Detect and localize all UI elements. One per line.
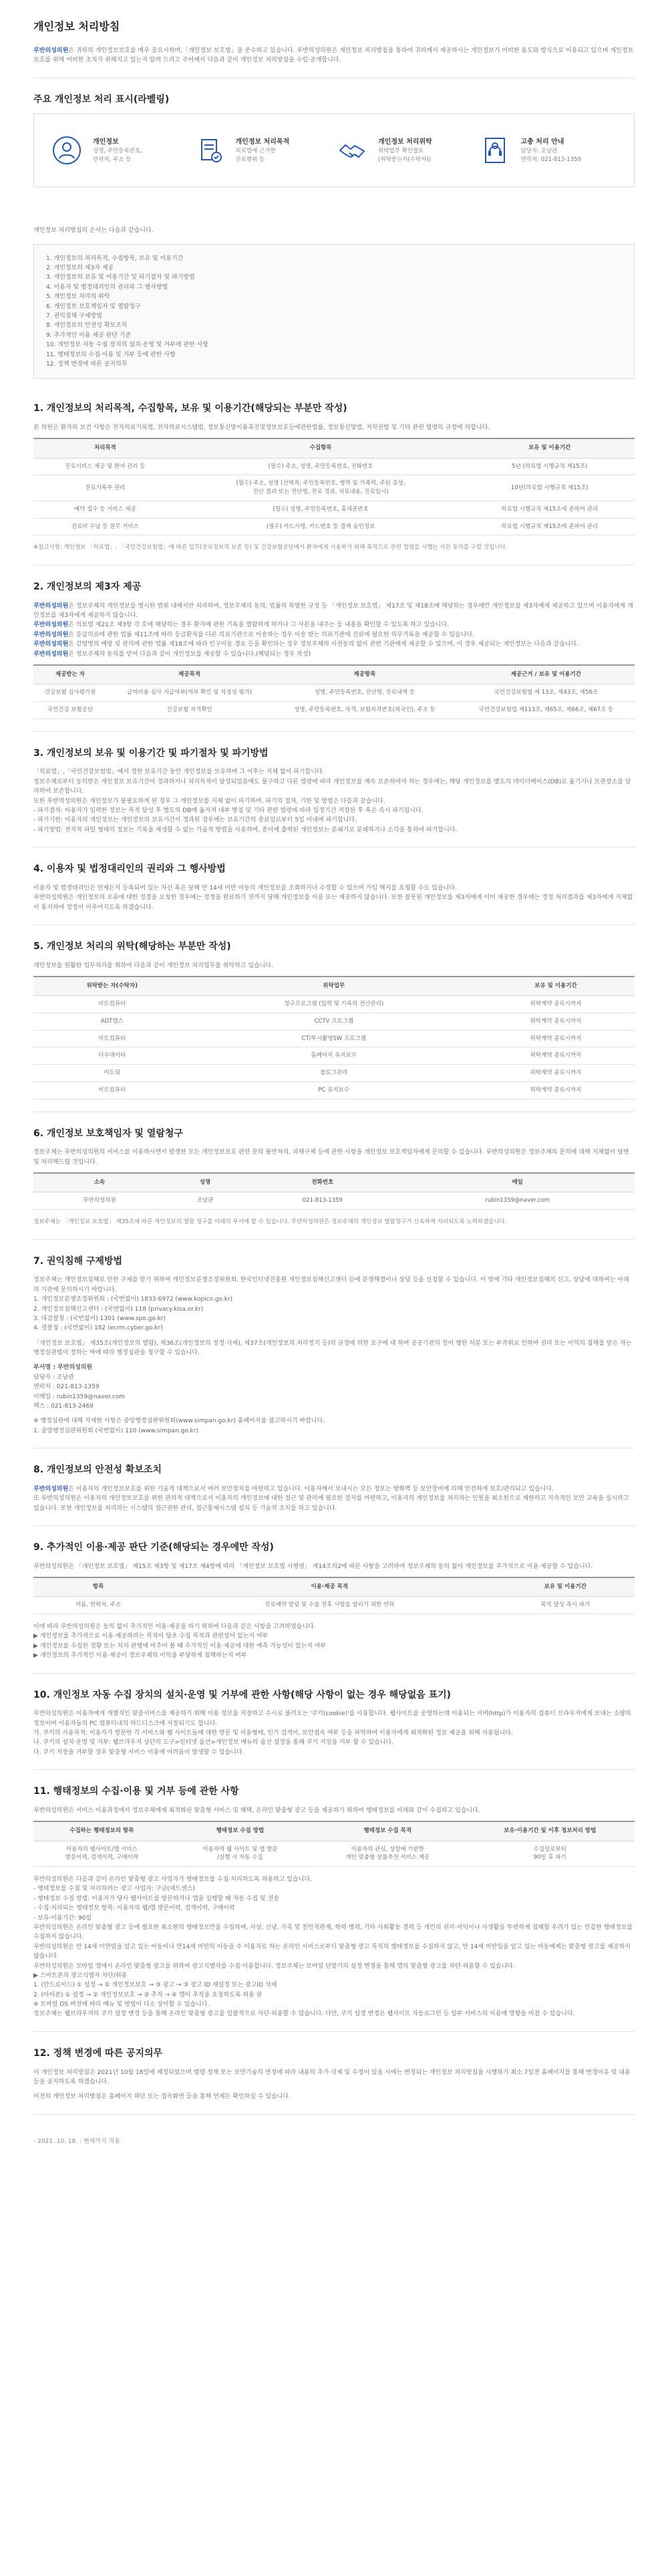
- label-box: [33, 114, 635, 187]
- table-header: 성명: [166, 1173, 244, 1192]
- para-text: 은 감염병의 예방 및 관리에 관한 법률 제18조에 따라 인구이동 경로 등을 확인하는 경우 정보주체의 사전동의 없이 관련 기관에게 제공할 수 있으며, 이 경우 제공되는 개인정보는 다음과 같습니다.: [68, 641, 579, 648]
- section-6-title: 6. 개인정보 보호책임자 및 열람청구: [33, 1128, 183, 1139]
- divider: [33, 1673, 635, 1674]
- section-2-para: [33, 602, 635, 621]
- section-10-title: 10. 개인정보 자동 수집 장치의 설치·운영 및 거부에 관한 사항(해당 사항이 없는 경우 해당없음 표기): [33, 1689, 452, 1700]
- section-9-list-item: 이에 따라 루반의성의원은 동의 없이 추가적인 이용·제공을 하기 위하여 다음과 같은 사항을 고려하였습니다.: [33, 1624, 316, 1631]
- section-12-para: 이전의 개인정보 처리방침은 홈페이지 하단 또는 접속화면 등을 통해 언제든 확인하실 수 있습니다.: [33, 2093, 291, 2101]
- toc-item: 11. 행태정보의 수집·이용 및 거부 등에 관한 사항: [46, 351, 176, 358]
- table-header: 보유 및 이용기간: [477, 977, 635, 996]
- brand-name: 루반의성의원: [33, 641, 69, 648]
- section-9-title: 9. 추가적인 이용·제공 판단 기준(해당되는 경우에만 작성): [33, 1542, 274, 1553]
- section-11-para: 루반의성의원은 모바일 앱에서 온라인 맞춤형 광고를 위하여 광고식별자를 수집·이용합니다. 정보주체는 모바일 단말기의 설정 변경을 통해 앱의 맞춤형 광고를 차단·허용할 수 있습니다.: [33, 1962, 515, 1970]
- brand-name: 루반의성의원: [33, 1485, 69, 1493]
- section-11-title: 11. 행태정보의 수집·이용 및 거부 등에 관한 사항: [33, 1786, 239, 1797]
- table-cell: 성명, 주민등록번호, 진단명, 진료내역 등: [272, 684, 458, 702]
- table-cell: 021-813-1359: [244, 1192, 400, 1210]
- section-9-list-item: ▶ 개인정보를 추가적으로 이용·제공하려는 목적이 당초 수집 목적과 관련성이 있는지 여부: [33, 1633, 269, 1640]
- section-2-para: [33, 620, 635, 630]
- table-of-contents: [33, 244, 635, 380]
- table-header: 수집하는 행태정보의 항목: [33, 1821, 170, 1841]
- table-cell: 위탁계약 종료시까지: [477, 1030, 635, 1047]
- section-9-table: [33, 1577, 635, 1614]
- divider: [33, 731, 635, 732]
- section-3-para: 정보주체로부터 동의받은 개인정보 보유기간이 경과하거나 처리목적이 달성되었음에도 불구하고 다른 법령에 따라 개인정보를 계속 보존하여야 하는 경우에는, 해당 개인정보를 별도의 데이터베이스(DB)로 옮기거나 보관장소를 달리하여 보존합니다.: [33, 778, 631, 795]
- section-7-list-item: 4. 경찰청 : (국번없이) 182 (ecrm.cyber.go.kr): [33, 1325, 163, 1332]
- table-cell: 5년 (의료법 시행규칙 제15조): [464, 458, 635, 475]
- section-10-para: 가. 쿠키의 사용목적: 이용자가 방문한 각 서비스와 웹 사이트들에 대한 방문 및 이용형태, 인기 검색어, 보안접속 여부 등을 파악하여 이용자에게 최적화된 정보 제공을 위해 사용됩니다.: [33, 1730, 513, 1737]
- table-cell: 예약 접수 등 서비스 제공: [33, 501, 177, 518]
- section-11-para: 정보주체는 웹브라우저의 쿠키 설정 변경 등을 통해 온라인 맞춤형 광고를 일괄적으로 차단·허용할 수 있습니다. 다만, 쿠키 설정 변경은 웹사이트 자동로그인 등 일부 서비스의 이용에 영향을 미칠 수 있습니다.: [33, 2011, 575, 2018]
- table-header: 처리목적: [33, 438, 177, 458]
- table-cell: 국민건강 보험공단: [33, 701, 107, 719]
- table-row: [33, 684, 635, 702]
- label-item-complaint: [477, 132, 620, 168]
- table-row: [33, 1047, 635, 1065]
- table-header: 항목: [33, 1577, 163, 1597]
- table-cell: ADT캡스: [33, 1013, 191, 1030]
- table-row: [33, 518, 635, 535]
- section-5-title: 5. 개인정보 처리의 위탁(해당하는 부분만 작성): [33, 940, 231, 952]
- table-header: 메일: [400, 1173, 635, 1192]
- intro-body: 은 귀하의 개인정보보호를 매우 중요시하며,「개인정보 보호법」을 준수하고 있습니다. 루반의성의원은 개인정보 처리방침을 통하여 귀하께서 제공하시는 개인정보가 어떠한 용도와 방식으로 이용되고 있으며 개인정보보호를 위해 어떠한 조치가 취해지고 있는지 알려 드리고 주어에서 다음과 같이 개인정보 처리방침을 수립·공개합니다.: [33, 47, 634, 64]
- brand-name: 루반의성의원: [33, 650, 69, 658]
- table-row: [33, 1013, 635, 1030]
- section-1-title: 1. 개인정보의 처리목적, 수집항목, 보유 및 이용기간(해당되는 부분만 작성): [33, 403, 347, 414]
- table-cell: 이용자의 웹 사이트 및 앱 방문 /실행 시 자동 수집: [170, 1841, 310, 1867]
- table-header: 행태정보 수집 목적: [310, 1821, 465, 1841]
- table-row: [33, 1841, 635, 1867]
- section-10-para: 나. 쿠키의 설치·운영 및 거부: 웹브라우저 상단의 도구>인터넷 옵션>개인정보 메뉴의 옵션 설정을 통해 쿠키 저장을 거부 할 수 있습니다.: [33, 1739, 393, 1747]
- para-text: 은 정보주체의 개인정보를 명시한 범위 내에서만 처리하며, 정보주체의 동의, 법률의 특별한 규정 등 「개인정보 보호법」 제17조 및 제18조에 해당하는 경우에만 개인정보를 제3자에게 제공하고 있으며 이용자에게 개인정보를 제3자에게 제공하지 않습니다.: [33, 602, 633, 620]
- section-7-list-item: 2. 개인정보침해신고센터 : (국번없이) 118 (privacy.kisa.or.kr): [33, 1305, 204, 1313]
- label-title: 고충 처리 안내: [520, 138, 564, 146]
- table-cell: 이용자의 관심, 성향에 기반한 개인 맞춤형 상품추천 서비스 제공: [310, 1841, 465, 1867]
- section-7-title: 7. 권익침해 구제방법: [33, 1255, 122, 1267]
- table-header: 위탁받는 자(수탁자): [33, 977, 191, 996]
- table-cell: 목적 달성 즉시 파기: [496, 1597, 635, 1614]
- effective-date: - 2021. 10. 18. : 현재까지 적용: [33, 2138, 121, 2145]
- brand-name: 루반의성의원: [33, 631, 69, 638]
- section-6-table: [33, 1172, 635, 1210]
- toc-intro: 개인정보 처리방침의 순서는 다음과 같습니다.: [33, 227, 154, 235]
- section-8-para: 또 루반의성의원은 이용자의 개인정보보호를 위한 관리적 대책으로서 이용자의 개인정보에 대한 접근 및 관리에 필요한 절차를 마련하고, 이용자의 개인정보를 처리하는 인원을 최소한으로 제한하고 지속적인 보안 교육을 실시하고 있습니다. 또한 개인정보를 처리하는 시스템의 접근권한 관리, 접근통제시스템 설치 등 기술적 조치를 하고 있습니다.: [33, 1495, 629, 1512]
- section-3-para: - 파기기한: 이용자의 개인정보는 개인정보의 보유기간이 경과된 경우에는 보유기간의 종료일로부터 5일 이내에 파기합니다.: [33, 817, 357, 824]
- label-text: [521, 137, 581, 164]
- table-cell: 위탁계약 종료시까지: [477, 1081, 635, 1099]
- label-desc: 의료법에 근거한 진료행위 등: [235, 148, 276, 164]
- table-cell: 조남관: [166, 1192, 244, 1210]
- table-header: 보유 및 이용기간: [464, 438, 635, 458]
- section-10-para: 다. 쿠키 저장을 거부할 경우 맞춤형 서비스 이용에 어려움이 발생할 수 있습니다.: [33, 1749, 244, 1756]
- section-3-title: 3. 개인정보의 보유 및 이용기간 및 파기절차 및 파기방법: [33, 747, 269, 759]
- table-cell: 의료법 시행규칙 제15조에 준하여 관리: [464, 518, 635, 535]
- document-icon: [192, 132, 228, 168]
- toc-item: 12. 정책 변경에 따른 공지의무: [46, 360, 128, 368]
- table-cell: 의료법 시행규칙 제15조에 준하여 관리: [464, 501, 635, 518]
- section-4-title: 4. 이용자 및 법정대리인의 권리와 그 행사방법: [33, 864, 226, 875]
- divider: [33, 1769, 635, 1770]
- table-cell: 청구프로그램 (입력 및 기록의 전산관리): [191, 996, 477, 1013]
- table-cell: 진료기록부 관리: [33, 475, 177, 501]
- table-header: 전화번호: [244, 1173, 400, 1192]
- toc-item: 10. 개인정보 자동 수집 장치의 설치·운영 및 거부에 관한 사항: [46, 342, 208, 349]
- label-item-personal-info: [49, 132, 192, 168]
- section-7-list-item: 1. 개인정보분쟁조정위원회 : (국번없이) 1833-6972 (www.kopico.go.kr): [33, 1296, 233, 1303]
- section-2-title: 2. 개인정보의 제3자 제공: [33, 581, 142, 592]
- toc-item: 7. 권익침해 구제방법: [46, 313, 102, 319]
- table-cell: 진료예약 알림 및 수술 전후 사항을 알리기 위한 연락: [163, 1597, 496, 1614]
- table-cell: 미도림: [33, 1065, 191, 1082]
- label-text: [93, 137, 142, 164]
- section-7-note: ※ 행정심판에 대해 자세한 사항은 중앙행정심판위원회(www.simpan.go.kr) 홈페이지를 참고하시기 바랍니다.: [33, 1418, 325, 1425]
- table-cell: 비트컴퓨터: [33, 996, 191, 1013]
- section-3-para: 또한 루반의성의원은 개인정보가 불필요하게 된 경우 그 개인정보를 지체 없이 파기하며, 파기의 절차, 기한 및 방법은 다음과 같습니다.: [33, 797, 385, 805]
- table-header: 보유 및 이용기간: [496, 1577, 635, 1597]
- section-1-desc: 본 의원은 환자의 보건 사항은 전자의료기록법, 전자의료시스템법, 정보통신망이용촉진및정보보호등에관한법률, 정보통신망법, 저작권법 및 기타 관련 법령의 규정에 의합니다.: [33, 424, 490, 432]
- table-cell: 비트컴퓨터: [33, 1030, 191, 1047]
- table-header: 위탁업무: [191, 977, 477, 996]
- section-7-para: 「개인정보 보호법」 제35조(개인정보의 열람), 제36조(개인정보의 정정·삭제), 제37조(개인정보의 처리정지 등)의 규정에 의한 요구에 대 하여 공공기관의 장이 행한 처분 또는 부작위로 인하여 권리 또는 이익의 침해를 받은 자는 행정심판법이 정하는 바에 따라 행정심판을 청구할 수 있습니다.: [33, 1339, 632, 1357]
- table-cell: 급여비용 심사 지급여부(여부 확인 및 적정성 평가): [107, 684, 272, 702]
- table-cell: 건강보험 심사평가원: [33, 684, 107, 702]
- section-3-para: - 파기절차: 이용자가 입력한 정보는 목적 달성 후 별도의 DB에 옮겨져 내부 방침 및 기타 관련 법령에 따라 일정기간 저장된 후 혹은 즉시 파기됩니다.: [33, 807, 424, 814]
- toc-item: 2. 개인정보의 제3자 제공: [46, 265, 114, 272]
- section-11-para: ▶ 스마트폰의 광고식별자 차단/허용: [33, 1972, 128, 1979]
- table-cell: (필수) 주소, 성명, 주민등록번호, 전화번호: [177, 458, 465, 475]
- table-cell: 블로그관리: [191, 1065, 477, 1082]
- table-cell: 다우데이타: [33, 1047, 191, 1065]
- table-row: [33, 458, 635, 475]
- table-cell: 위탁계약 종료시까지: [477, 1047, 635, 1065]
- para-text: 은 이용자의 개인정보보호를 위한 기술적 대책으로서 여러 보안장치를 마련하고 있습니다. 이용자께서 보내시는 모든 정보는 방화벽 등 보안장비에 의해 안전하게 보호/관리되고 있습니다.: [68, 1485, 554, 1493]
- table-row: [33, 1597, 635, 1614]
- section-10-para: 루반의성의원은 이용자에게 개별적인 맞춤서비스를 제공하기 위해 이용 정보를 저장하고 수시로 불러오는 '쿠키(cookie)'를 사용합니다. 웹사이트를 운영하는데 이용되는 서버(http)가 이용자의 컴퓨터 브라우저에게 보내는 소량의 정보이며 이용자들의 PC 컴퓨터내의 하드디스크에 저장되기도 합니다.: [33, 1710, 631, 1727]
- table-cell: 위탁계약 종료시까지: [477, 1013, 635, 1030]
- table-row: [33, 1030, 635, 1047]
- section-11-para: 1. (안드로이드) ① 설정 → ② 개인정보보호 → ③ 광고 → ③ 광고 ID 재설정 또는 광고ID 삭제: [33, 1982, 277, 1989]
- section-5-desc: 개인정보를 원활한 업무처리를 위하여 다음과 같이 개인정보 처리업무를 위탁하고 있습니다.: [33, 962, 273, 969]
- toc-item: 8. 개인정보의 안전성 확보조치: [46, 322, 128, 330]
- table-row: [33, 1192, 635, 1210]
- table-cell: 국민건강보험법 제113조, 제65조, 제66조, 제67조 등: [458, 701, 635, 719]
- section-12-para: 이 개인정보 처리방침은 2021년 10월 18일에 제정되었으며 법령·정책 또는 보안기술의 변경에 따라 내용의 추가·삭제 및 수정이 있을 시에는 변경되는 개인정보 처리방침을 시행하기 최소 7일전 홈페이지를 통해 변경이유 및 내용 등을 공지하도록 하겠습니다.: [33, 2069, 631, 2085]
- table-cell: 위탁계약 종료시까지: [477, 996, 635, 1013]
- section-11-para: 루반의성의원은 온라인 맞춤형 광고 등에 필요한 최소한의 행태정보만을 수집하며, 사상, 신념, 가족 및 친인척관계, 학력·병력, 기타 사회활동 경력 등 개인의 권리·이익이나 사생활을 뚜렷하게 침해할 우려가 있는 민감한 행태정보를 수집하지 않습니다.: [33, 1924, 633, 1941]
- section-1-note: ※참고사항: 개인정보 「의료법」, 「국민건강보험법」에 따른 업무(진료정보의 보존 등) 및 건강보험공단에서 환자에게 사용하기 위해 목적으로 관련 법령을 시행는 사전 동의를 구할 것입니다.: [33, 544, 508, 551]
- person-icon: [49, 132, 85, 168]
- table-cell: 위탁계약 종료시까지: [477, 1065, 635, 1082]
- label-title: 개인정보 처리목적: [235, 138, 290, 146]
- label-title: 개인정보 처리위탁: [378, 138, 432, 146]
- section-11-desc: 루반의성의원은 서비스 이용과정에서 정보주체에게 최적화된 맞춤형 서비스 및 혜택, 온라인 맞춤형 광고 등을 제공하기 위하여 행태정보를 아래와 같이 수집하고 있습니다.: [33, 1807, 480, 1814]
- section-6-desc: 정보주체는 루반의성의원의 서비스를 이용하시면서 발생한 모든 개인정보보호 관련 문의 불만처리, 피해구제 등에 관한 사항을 개인정보 보호책임자에게 문의할 수 있습니다. 루반의성의원은 정보주체의 문의에 대해 지체없이 답변 및 처리해드릴 것입니다.: [33, 1149, 629, 1166]
- label-text: [378, 137, 432, 164]
- divider: [33, 924, 635, 925]
- table-cell: CT/투시촬영SW 프로그램: [191, 1030, 477, 1047]
- table-cell: 10년(의료법 시행규칙 제15조): [464, 475, 635, 501]
- section-7-info: 팩스 : 021-813-2469: [33, 1403, 94, 1410]
- table-cell: 진료서비스 제공 및 환자 관리 등: [33, 458, 177, 475]
- section-11-para: 2. (아이폰) ① 설정 → ② 개인정보보호 → ③ 추적 → ④ 앱이 추적을 요청하도록 허용 끔: [33, 1991, 263, 1999]
- section-12-title: 12. 정책 변경에 따른 공지의무: [33, 2047, 163, 2059]
- label-desc: 담당자: 조남관 연락처: 021-813-1359: [520, 148, 581, 164]
- table-header: 제공받는 자: [33, 665, 107, 684]
- handshake-icon: [334, 132, 370, 168]
- section-6-note: 정보주체는 「개인정보 보호법」 제35조에 따른 개인정보의 열람 청구를 아래의 부서에 할 수 있습니다. 루반의성의원은 정보주체의 개인정보 열람청구가 신속하게 처리되도록 노력하겠습니다.: [33, 1218, 507, 1226]
- section-2-para: [33, 630, 635, 640]
- section-9-list-item: ▶ 개인정보를 수집한 정황 또는 처리 관행에 비추어 볼 때 추가적인 이용·제공에 대한 예측 가능성이 있는지 여부: [33, 1642, 327, 1650]
- divider: [33, 1239, 635, 1240]
- table-header: 수집항목: [177, 438, 465, 458]
- table-cell: 건강보험 자격확인: [107, 701, 272, 719]
- table-row: [33, 501, 635, 518]
- toc-item: 4. 이용자 및 법정대리인의 권리와 그 행사방법: [46, 283, 168, 291]
- section-11-para: - 행태정보를 수집 및 처리하려는 광고 사업자: 구글(애드센스): [33, 1886, 195, 1893]
- table-header: 제공항목: [272, 665, 458, 684]
- table-row: [33, 475, 635, 501]
- label-title: 개인정보: [93, 138, 119, 146]
- brand-name: 루반의성의원: [33, 602, 69, 610]
- section-11-para: 루반의성의원은 만 14세 미만임을 알고 있는 아동이나 만14세 미만의 아동을 주 이용자로 하는 온라인 서비스로부터 맞춤형 광고 목적의 행태정보를 수집하지 않고, 만 14세 미만임을 알고 있는 아동에게는 맞춤형 광고를 제공하지 않습니다.: [33, 1943, 631, 1960]
- section-8-title: 8. 개인정보의 안전성 확보조치: [33, 1464, 162, 1476]
- table-cell: 진료비 수납 등 원무 서비스: [33, 518, 177, 535]
- section-5-table: [33, 976, 635, 1100]
- divider: [33, 2031, 635, 2032]
- toc-item: 1. 개인정보의 처리목적, 수집항목, 보유 및 이용기간: [46, 255, 184, 262]
- section-8-para: [33, 1485, 635, 1494]
- brand-name: 루반의성의원: [33, 622, 69, 629]
- table-cell: (필수) 주소, 성명 (선택적: 주민등록번호, 병력 및 가족력, 주된 증상, 진단 결과 또는 진단명, 진료 경과, 치료내용, 진료일시): [177, 475, 465, 501]
- section-11-table: [33, 1821, 635, 1867]
- table-row: [33, 1081, 635, 1099]
- table-cell: 이용자의 웹사이트/앱 서비스 방문이력, 검색이력, 구매이력: [33, 1841, 170, 1867]
- table-cell: 홈페이지 유지보수: [191, 1047, 477, 1065]
- section-11-para: ※ 모바일 OS 버전에 따라 메뉴 및 방법이 다소 상이할 수 있습니다.: [33, 2001, 210, 2009]
- table-cell: 수집일로부터 90일 후 파기: [465, 1841, 635, 1867]
- table-cell: CCTV 프로그램: [191, 1013, 477, 1030]
- divider: [33, 2114, 635, 2115]
- brand-name: 루반의성의원: [33, 47, 69, 54]
- intro-text: [33, 46, 635, 66]
- label-desc: 성명, 주민등록번호, 연락처, 주소 등: [93, 148, 142, 164]
- table-cell: 루반의성의원: [33, 1192, 166, 1210]
- para-text: 은 정보주체의 동의를 얻어 다음과 같이 개인정보를 제공할 수 있습니다.(해당되는 경우 작성): [68, 650, 311, 658]
- section-4-para: 루반의성의원은 개인정보의 오류에 대한 정정을 요청한 경우에는 정정을 완료하기 전까지 당해 개인정보를 이용 또는 제공하지 않습니다. 또한 잘못된 개인정보를 제3자에게 이미 제공한 경우에는 정정 처리결과를 제3자에게 지체없이 통지하여 정정이 이루어지도록 하겠습니다.: [33, 894, 633, 911]
- label-item-purpose: [192, 132, 335, 168]
- table-header: 소속: [33, 1173, 166, 1192]
- table-row: [33, 996, 635, 1013]
- toc-item: 6. 개인정보 보호책임자 및 열람청구: [46, 303, 141, 310]
- email-link[interactable]: rubin1359@naver.com: [400, 1192, 635, 1210]
- section-3-para: - 파기방법: 전자적 파일 형태의 정보는 기록을 재생할 수 없는 기술적 방법을 사용하며, 종이에 출력된 개인정보는 분쇄기로 분쇄하거나 소각을 통하여 파기합니다.: [33, 826, 458, 833]
- table-header: 행태정보 수집 방법: [170, 1821, 310, 1841]
- headset-icon: [477, 132, 513, 168]
- table-header: 제공목적: [107, 665, 272, 684]
- divider: [33, 847, 635, 848]
- section-2-table: [33, 664, 635, 719]
- section-7-list-item: 3. 대검찰청 : (국번없이) 1301 (www.spo.go.kr): [33, 1315, 166, 1322]
- table-cell: (필수) 성명, 주민등록번호, 휴대폰번호: [177, 501, 465, 518]
- section-1-table: [33, 438, 635, 535]
- toc-item: 3. 개인정보의 보유 및 이용기간 및 파기절차 및 파기방법: [46, 274, 195, 281]
- table-header: 제공근거 / 보유 및 이용기간: [458, 665, 635, 684]
- para-text: 은 응급의료에 관한 법률 제11조에 따라 응급환자를 다른 의료기관으로 이송하는 경우 이송 받는 의료기관에 진료에 필요한 의무기록을 제공할 수 있습니다.: [68, 631, 474, 638]
- table-cell: PC 유지보수: [191, 1081, 477, 1099]
- para-text: 은 의료법 제21조 제3항 각 호에 해당하는 경우 환자에 관한 기록을 열람하게 하거나 그 사본을 내주는 등 내용을 확인할 수 있도록 하고 있습니다.: [68, 622, 450, 629]
- section-4-para: 이용자 및 법정대리인은 언제든지 등록되어 있는 자신 혹은 당해 만 14세 미만 아동의 개인정보를 조회하거나 수정할 수 있으며 가입 해지를 요청할 수도 있습니다.: [33, 884, 457, 892]
- section-7-info: 담당자 : 조남관: [33, 1374, 74, 1381]
- page-title: 개인정보 처리방침: [33, 20, 120, 33]
- table-cell: 이름, 연락처, 주소: [33, 1597, 163, 1614]
- table-cell: 국민건강보험법 제 13조, 제43조, 제56조: [458, 684, 635, 702]
- label-item-outsourcing: [334, 132, 477, 168]
- table-cell: 비트컴퓨터: [33, 1081, 191, 1099]
- section-2-para: [33, 650, 635, 659]
- label-desc: 위탁업무 확인필요 (위탁받는자(수탁자)): [378, 148, 431, 164]
- table-row: [33, 701, 635, 719]
- table-cell: (필수) 카드사명, 카드번호 등 결제 승인정보: [177, 518, 465, 535]
- section-7-info: 연락처 : 021-813-1359: [33, 1384, 100, 1391]
- section-11-para: - 수집·처리되는 행태정보 항목: 이용자의 웹/앱 방문이력, 검색이력, 구매이력: [33, 1905, 235, 1912]
- section-3-para: 「의료법」,「국민건강보험법」에서 정한 보유기간 동안 개인정보를 보유하며 그 이후는 지체 없이 파기합니다.: [33, 769, 325, 776]
- section-11-para: - 행태정보 수집 방법: 이용자가 당사 웹사이트를 방문하거나 앱을 실행할 때 자동 수집 및 전송: [33, 1895, 280, 1902]
- section-7-info-title: 부서명 : 루반의성의원: [33, 1364, 93, 1372]
- label-text: [236, 137, 290, 164]
- table-cell: 성명, 주민등록번호, 자격, 보험자격번호(외국인), 주소 등: [272, 701, 458, 719]
- section-7-note: 1. 중앙행정심판위원회 (국번없이) 110 (www.simpan.go.kr): [33, 1427, 198, 1434]
- toc-item: 5. 개인정보 처리의 위탁: [46, 293, 110, 301]
- section-11-para: 루반의성의원은 다음과 같이 온라인 맞춤형 광고 사업자가 행태정보를 수집·처리하도록 허용하고 있습니다.: [33, 1876, 312, 1884]
- section-2-para: [33, 640, 635, 649]
- divider: [33, 1525, 635, 1526]
- section-9-desc: 루반의성의원은 「개인정보 보호법」 제15조 제3항 및 제17조 제4항에 따라 「개인정보 보호법 시행령」 제14조의2에 따른 사항을 고려하여 정보주체의 동의 없이 개인정보를 추가적으로 이용·제공할 수 있습니다.: [33, 1563, 593, 1570]
- table-header: 이용·제공 목적: [163, 1577, 496, 1597]
- label-section-title: 주요 개인정보 처리 표시(라벨링): [33, 94, 170, 105]
- section-11-para: - 보유·이용기간: 90일: [33, 1914, 92, 1922]
- section-7-info: 이메일 : rubin1359@naver.com: [33, 1393, 126, 1400]
- table-row: [33, 1065, 635, 1082]
- section-7-desc: 정보주체는 개인정보침해로 인한 구제를 받기 위하여 개인정보분쟁조정위원회, 한국인터넷진흥원 개인정보침해신고센터 등에 분쟁해결이나 상담 등을 신청할 수 있습니다. 이 밖에 기타 개인정보침해의 신고, 상담에 대하여는 아래의 기관에 문의하시기 바랍니다.: [33, 1277, 629, 1293]
- table-header: 보유·이용기간 및 이후 정보처리 방법: [465, 1821, 635, 1841]
- toc-item: 9. 추가적인 이용 제공 판단 기준: [46, 332, 132, 339]
- section-9-list-item: ▶ 개인정보의 추가적인 이용·제공이 정보주체의 이익을 부당하게 침해하는지 여부: [33, 1652, 247, 1660]
